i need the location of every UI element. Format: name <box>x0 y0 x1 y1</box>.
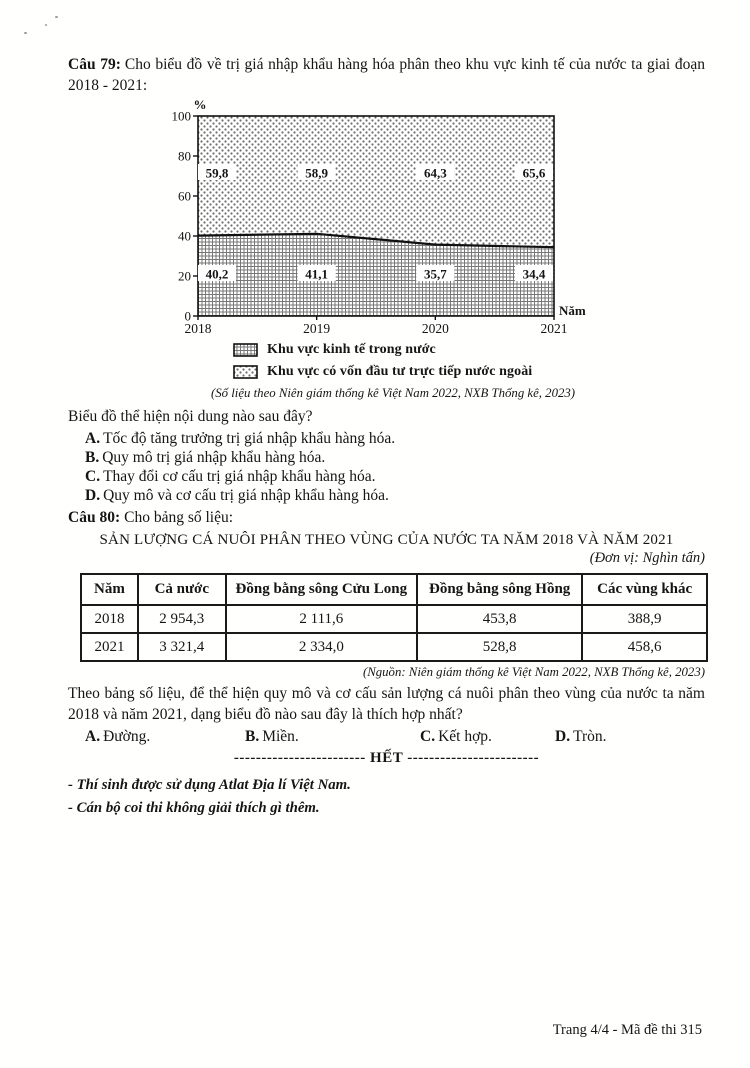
q79-intro-text: Cho biểu đồ về trị giá nhập khẩu hàng hóa phân theo khu vực kinh tế của nước ta giai đoạn 2018 - 2021: <box>68 56 705 94</box>
col-header-cuu-long: Đồng bằng sông Cửu Long <box>226 574 417 605</box>
scan-speck <box>45 24 47 26</box>
y-tick-label: 100 <box>171 108 191 124</box>
col-header-song-hong: Đồng bằng sông Hồng <box>417 574 582 605</box>
y-tick-label: 0 <box>184 308 191 324</box>
cell-value: 3 321,4 <box>138 633 226 661</box>
table-title: SẢN LƯỢNG CÁ NUÔI PHÂN THEO VÙNG CỦA NƯỚC TA NĂM 2018 VÀ NĂM 2021 <box>99 532 674 549</box>
col-header-ca-nuoc: Cả nước <box>138 574 226 605</box>
cell-value: 388,9 <box>582 605 707 633</box>
q80-intro-text: Cho bảng số liệu: <box>124 509 234 527</box>
note-atlas: - Thí sinh được sử dụng Atlat Địa lí Việt Nam. <box>68 777 351 794</box>
x-axis-title: Năm <box>559 303 586 319</box>
cell-year: 2018 <box>81 605 138 633</box>
option-letter: A. <box>85 429 101 447</box>
q80-option-a <box>85 728 245 746</box>
table-unit: (Đơn vị: Nghìn tấn) <box>589 550 705 567</box>
note-proctor: - Cán bộ coi thi không giải thích gì thêm. <box>68 800 320 817</box>
q79-chart-block <box>68 98 705 401</box>
option-text: Kết hợp. <box>438 728 492 746</box>
option-text: Tròn. <box>573 728 607 746</box>
grid-pattern-swatch-icon <box>233 343 258 357</box>
q79-option-b <box>68 449 705 468</box>
cell-value: 528,8 <box>417 633 582 661</box>
data-label-domestic: 34,4 <box>522 266 546 282</box>
y-tick-label: 40 <box>178 228 191 244</box>
option-text: Quy mô và cơ cấu trị giá nhập khẩu hàng hóa. <box>103 486 389 504</box>
legend-item-foreign <box>233 361 705 383</box>
cell-value: 2 111,6 <box>226 605 417 633</box>
x-tick-label: 2019 <box>303 321 331 337</box>
q79-intro <box>68 55 705 96</box>
q79-options <box>68 430 705 506</box>
area-foreign <box>198 116 554 247</box>
legend-label: Khu vực kinh tế trong nước <box>267 342 436 358</box>
option-letter: D. <box>85 486 101 504</box>
exam-notes <box>68 774 705 820</box>
option-text: Tốc độ tăng trưởng trị giá nhập khẩu hàng hóa. <box>103 429 396 447</box>
x-tick-label: 2021 <box>540 321 568 337</box>
q80-intro <box>68 508 705 529</box>
option-letter: B. <box>85 448 100 466</box>
page-footer: Trang 4/4 - Mã đề thi 315 <box>552 1022 702 1038</box>
q80-option-b <box>245 728 420 746</box>
legend-item-domestic <box>233 339 705 361</box>
option-text: Đường. <box>103 728 151 746</box>
y-tick-label: 60 <box>178 188 191 204</box>
x-tick-label: 2018 <box>184 321 212 337</box>
cell-value: 453,8 <box>417 605 582 633</box>
y-axis-title: % <box>193 98 207 113</box>
dots-pattern-swatch-icon <box>233 365 258 379</box>
table-row <box>81 633 707 661</box>
q79-option-d <box>68 487 705 506</box>
data-label-domestic: 40,2 <box>205 266 229 282</box>
data-label-foreign: 59,8 <box>205 165 229 181</box>
data-label-domestic: 41,1 <box>305 266 329 282</box>
option-letter: D. <box>555 728 571 746</box>
stacked-area-chart <box>170 98 600 338</box>
cell-year: 2021 <box>81 633 138 661</box>
option-letter: A. <box>85 728 101 746</box>
data-label-foreign: 64,3 <box>423 165 447 181</box>
scan-speck <box>24 32 27 34</box>
q80-number: Câu 80: <box>68 509 121 527</box>
table-row <box>81 605 707 633</box>
q79-option-a <box>68 430 705 449</box>
option-text: Quy mô trị giá nhập khẩu hàng hóa. <box>102 448 326 466</box>
end-of-exam-marker: ------------------------ HẾT ------------------------ <box>233 750 540 767</box>
option-letter: C. <box>420 728 436 746</box>
q80-option-d <box>555 728 607 746</box>
table-source-note: (Nguồn: Niên giám thống kê Việt Nam 2022, NXB Thống kê, 2023) <box>362 665 705 680</box>
x-tick-label: 2020 <box>421 321 449 337</box>
q79-option-c <box>68 468 705 487</box>
q80-question-stem: Theo bảng số liệu, để thể hiện quy mô và cơ cấu sản lượng cá nuôi phân theo vùng của nước ta năm 2018 và năm 2021, dạng biểu đồ nào sau đây là thích hợp nhất? <box>68 685 705 723</box>
q80-options <box>68 728 705 746</box>
chart-legend <box>233 339 705 383</box>
col-header-nam: Năm <box>81 574 138 605</box>
chart-source-note: (Số liệu theo Niên giám thống kê Việt Nam 2022, NXB Thống kê, 2023) <box>210 386 576 401</box>
q79-number: Câu 79: <box>68 56 121 73</box>
option-text: Miền. <box>262 728 299 746</box>
data-label-foreign: 65,6 <box>522 165 546 181</box>
q79-question-stem: Biểu đồ thể hiện nội dung nào sau đây? <box>68 408 313 426</box>
data-label-domestic: 35,7 <box>423 266 447 282</box>
legend-label: Khu vực có vốn đầu tư trực tiếp nước ngoài <box>267 364 533 380</box>
table-header-row <box>81 574 707 605</box>
option-letter: C. <box>85 467 101 485</box>
option-letter: B. <box>245 728 260 746</box>
q80-data-table <box>80 573 708 662</box>
y-tick-label: 80 <box>178 148 191 164</box>
col-header-vung-khac: Các vùng khác <box>582 574 707 605</box>
option-text: Thay đổi cơ cấu trị giá nhập khẩu hàng hóa. <box>103 467 376 485</box>
cell-value: 458,6 <box>582 633 707 661</box>
cell-value: 2 954,3 <box>138 605 226 633</box>
scan-speck <box>55 16 58 18</box>
q80-option-c <box>420 728 555 746</box>
data-label-foreign: 58,9 <box>305 165 329 181</box>
cell-value: 2 334,0 <box>226 633 417 661</box>
y-tick-label: 20 <box>178 268 191 284</box>
